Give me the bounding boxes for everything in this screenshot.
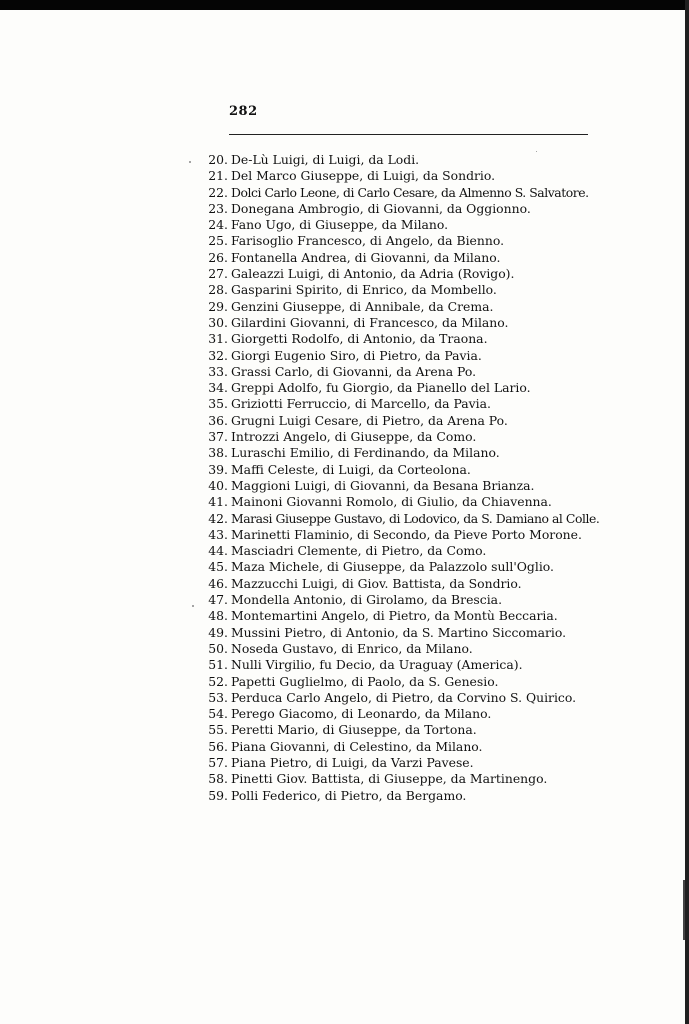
list-entry xyxy=(198,657,618,673)
entry-number: 48. xyxy=(208,608,228,624)
entry-text: Polli Federico, di Pietro, da Bergamo. xyxy=(231,787,467,803)
list-entry xyxy=(198,543,618,559)
list-entry xyxy=(198,706,618,722)
entry-text: Gasparini Spirito, di Enrico, da Mombello. xyxy=(231,282,497,298)
entry-number: 25. xyxy=(208,233,228,249)
entry-number: 57. xyxy=(208,754,228,770)
header-rule xyxy=(229,134,588,135)
entry-number: 27. xyxy=(208,266,228,282)
entry-text: Piana Giovanni, di Celestino, da Milano. xyxy=(231,738,483,754)
entry-number: 54. xyxy=(208,706,228,722)
list-entry xyxy=(198,608,618,624)
entry-text: Luraschi Emilio, di Ferdinando, da Milano. xyxy=(231,445,500,461)
entry-text: Galeazzi Luigi, di Antonio, da Adria (Rovigo). xyxy=(231,266,515,282)
list-entry xyxy=(198,348,618,364)
list-entry xyxy=(198,722,618,738)
list-entry xyxy=(198,739,618,755)
entry-text: Mazzucchi Luigi, di Giov. Battista, da Sondrio. xyxy=(231,575,522,591)
list-entry xyxy=(198,396,618,412)
entry-text: Greppi Adolfo, fu Giorgio, da Pianello del Lario. xyxy=(231,380,531,396)
entry-text: Mondella Antonio, di Girolamo, da Brescia. xyxy=(231,592,503,608)
entry-number: 30. xyxy=(208,314,228,330)
list-entry xyxy=(198,478,618,494)
entry-number: 46. xyxy=(208,575,228,591)
list-entry xyxy=(198,690,618,706)
entry-text: Dolci Carlo Leone, di Carlo Cesare, da Almenno S. Salvatore. xyxy=(231,184,589,200)
list-entry xyxy=(198,576,618,592)
entry-number: 42. xyxy=(208,510,228,526)
entry-number: 31. xyxy=(208,331,228,347)
paper-speck xyxy=(192,605,194,607)
list-entry xyxy=(198,201,618,217)
entry-text: Perduca Carlo Angelo, di Pietro, da Corvino S. Quirico. xyxy=(231,689,577,705)
entry-text: Grugni Luigi Cesare, di Pietro, da Arena Po. xyxy=(231,412,508,428)
entry-text: Giorgetti Rodolfo, di Antonio, da Traona. xyxy=(231,331,488,347)
entry-number: 29. xyxy=(208,298,228,314)
scan-right-border xyxy=(685,0,689,1024)
entry-number: 45. xyxy=(208,559,228,575)
list-entry xyxy=(198,380,618,396)
entry-number: 49. xyxy=(208,624,228,640)
entry-text: Giorgi Eugenio Siro, di Pietro, da Pavia. xyxy=(231,347,482,363)
entry-text: Gilardini Giovanni, di Francesco, da Milano. xyxy=(231,314,509,330)
list-entry xyxy=(198,217,618,233)
entry-text: Peretti Mario, di Giuseppe, da Tortona. xyxy=(231,722,477,738)
entry-text: Fontanella Andrea, di Giovanni, da Milano. xyxy=(231,249,501,265)
list-entry xyxy=(198,559,618,575)
scan-top-border xyxy=(0,0,689,10)
entry-number: 38. xyxy=(208,445,228,461)
list-entry xyxy=(198,494,618,510)
entry-text: Donegana Ambrogio, di Giovanni, da Oggionno. xyxy=(231,200,531,216)
list-entry xyxy=(198,755,618,771)
entry-text: Papetti Guglielmo, di Paolo, da S. Genesio. xyxy=(231,673,499,689)
entry-number: 36. xyxy=(208,412,228,428)
entry-text: Griziotti Ferruccio, di Marcello, da Pavia. xyxy=(231,396,491,412)
list-entry xyxy=(198,674,618,690)
entry-text: Pinetti Giov. Battista, di Giuseppe, da Martinengo. xyxy=(231,771,548,787)
entry-number: 50. xyxy=(208,640,228,656)
entry-number: 43. xyxy=(208,526,228,542)
entry-number: 39. xyxy=(208,461,228,477)
entry-number: 33. xyxy=(208,363,228,379)
entry-number: 47. xyxy=(208,592,228,608)
entry-text: Piana Pietro, di Luigi, da Varzi Pavese. xyxy=(231,754,474,770)
list-entry xyxy=(198,266,618,282)
entry-text: Maggioni Luigi, di Giovanni, da Besana Brianza. xyxy=(231,477,535,493)
list-entry xyxy=(198,282,618,298)
list-entry xyxy=(198,641,618,657)
entry-text: Noseda Gustavo, di Enrico, da Milano. xyxy=(231,640,473,656)
list-entry xyxy=(198,185,618,201)
list-entry xyxy=(198,462,618,478)
list-entry xyxy=(198,445,618,461)
entry-text: Farisoglio Francesco, di Angelo, da Bienno. xyxy=(231,233,505,249)
entry-text: Marinetti Flaminio, di Secondo, da Pieve Porto Morone. xyxy=(231,526,582,542)
entry-text: Perego Giacomo, di Leonardo, da Milano. xyxy=(231,706,492,722)
list-entry xyxy=(198,771,618,787)
entry-text: Maza Michele, di Giuseppe, da Palazzolo sull'Oglio. xyxy=(231,559,554,575)
entry-number: 20. xyxy=(208,152,228,167)
entry-text: Mussini Pietro, di Antonio, da S. Martino Siccomario. xyxy=(231,624,567,640)
entry-text: Genzini Giuseppe, di Annibale, da Crema. xyxy=(231,298,494,314)
entry-text: Nulli Virgilio, fu Decio, da Uraguay (America). xyxy=(231,657,523,673)
list-entry xyxy=(198,168,618,184)
entry-number: 41. xyxy=(208,494,228,510)
entry-text: Grassi Carlo, di Giovanni, da Arena Po. xyxy=(231,363,477,379)
entry-number: 55. xyxy=(208,722,228,738)
page-number: 282 xyxy=(229,104,258,119)
entry-number: 32. xyxy=(208,347,228,363)
entry-number: 35. xyxy=(208,396,228,412)
entry-number: 52. xyxy=(208,673,228,689)
entry-text: Masciadri Clemente, di Pietro, da Como. xyxy=(231,543,487,559)
entry-number: 23. xyxy=(208,200,228,216)
entry-text: Maffi Celeste, di Luigi, da Corteolona. xyxy=(231,461,471,477)
list-entry xyxy=(198,511,618,527)
list-entry xyxy=(198,788,618,804)
entry-number: 28. xyxy=(208,282,228,298)
entry-number: 22. xyxy=(208,184,228,200)
entry-text: Fano Ugo, di Giuseppe, da Milano. xyxy=(231,217,449,233)
entry-number: 59. xyxy=(208,787,228,803)
list-entry xyxy=(198,592,618,608)
list-entry xyxy=(198,315,618,331)
entry-number: 34. xyxy=(208,380,228,396)
list-entry xyxy=(198,233,618,249)
paper-speck xyxy=(536,151,537,152)
list-entry xyxy=(198,299,618,315)
list-entry xyxy=(198,331,618,347)
list-entry xyxy=(198,625,618,641)
entry-number: 21. xyxy=(208,168,228,184)
entry-text: Mainoni Giovanni Romolo, di Giulio, da Chiavenna. xyxy=(231,494,552,510)
entry-text: Marasi Giuseppe Gustavo, di Lodovico, da S. Damiano al Colle. xyxy=(231,510,600,526)
list-entry xyxy=(198,429,618,445)
entry-number: 26. xyxy=(208,249,228,265)
entry-text: Montemartini Angelo, di Pietro, da Montù Beccaria. xyxy=(231,608,558,624)
scan-edge-mark xyxy=(683,880,685,940)
entry-text: Del Marco Giuseppe, di Luigi, da Sondrio. xyxy=(231,168,496,184)
entry-number: 56. xyxy=(208,738,228,754)
entry-number: 51. xyxy=(208,657,228,673)
entry-number: 37. xyxy=(208,429,228,445)
list-entry xyxy=(198,364,618,380)
list-entry xyxy=(198,250,618,266)
list-entry xyxy=(198,152,618,168)
entry-number: 58. xyxy=(208,771,228,787)
list-entry xyxy=(198,413,618,429)
entry-text: Introzzi Angelo, di Giuseppe, da Como. xyxy=(231,429,477,445)
entry-number: 44. xyxy=(208,543,228,559)
list-entry xyxy=(198,527,618,543)
entry-text: De-Lù Luigi, di Luigi, da Lodi. xyxy=(231,152,420,167)
entry-number: 40. xyxy=(208,477,228,493)
name-list xyxy=(198,152,618,804)
entry-number: 53. xyxy=(208,689,228,705)
paper-speck xyxy=(189,161,191,163)
entry-number: 24. xyxy=(208,217,228,233)
